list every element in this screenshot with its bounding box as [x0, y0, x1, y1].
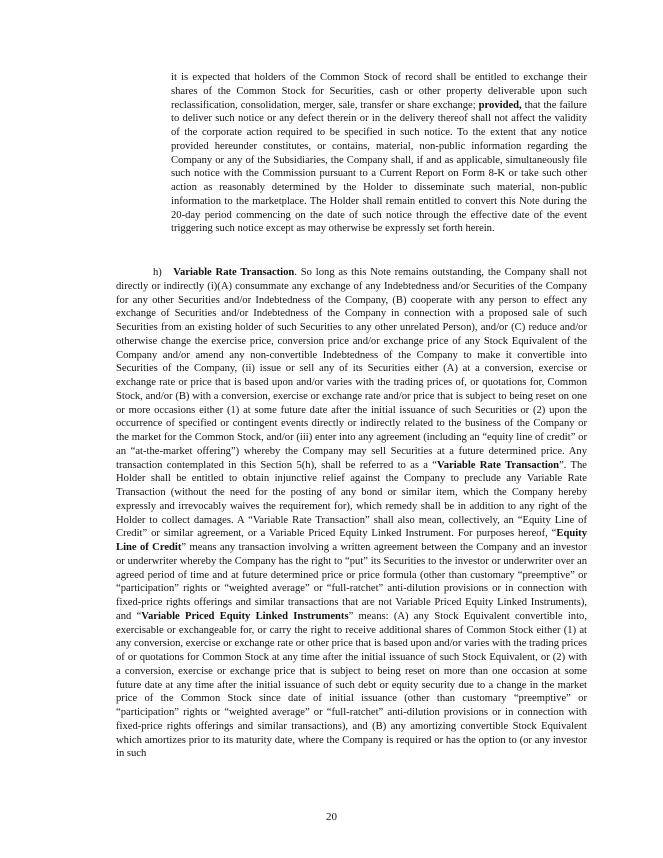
paragraph-text: that the failure to deliver such notice or any defect therein or in the delivery thereof shall not affect the validity of the corporate action required to be specified in such notice. To the extent that any notice provided hereunder constitutes, or contains, material, non-public information regarding the Company or any of the Subsidiaries, the Company shall, if and as applicable, simultaneously file such notice with the Commission pursuant to a Current Report on Form 8-K or take such other action as reasonably determined by the Holder to disseminate such material, non-public information to the marketplace. The Holder shall remain entitled to convert this Note during the 20-day period commencing on the date of such notice through the effective date of the event triggering such notice except as may otherwise be expressly set forth herein.: [171, 99, 587, 235]
paragraph-text: it is expected that holders of the Common Stock of record shall be entitled to exchange their shares of the Common Stock for Securities, cash or other property deliverable upon such reclassification, consolidation, merger, sale, transfer or share exchange;: [171, 72, 587, 111]
section-label: h): [153, 267, 162, 278]
defined-term: Variable Rate Transaction: [437, 459, 560, 471]
page-number: 20: [326, 811, 337, 823]
provided-bold-term: provided,: [478, 99, 522, 111]
defined-term: Equity Line of Credit: [116, 528, 587, 553]
paragraph-text: ” means: (A) any Stock Equivalent convertible into, exercisable or exchangeable for, or carry the right to receive additional shares of Common Stock either (1) at any conversion, exercise or exchange rate or other price that is based upon and/or varies with the trading prices of or quotations for Common Stock at any time after the initial issuance of such Stock Equivalent, or (2) with a conversion, exercise or exchange price that is subject to being reset on more than one occasion at some future date at any time after the initial issuance of such debt or equity security due to a change in the market price of the Common Stock since date of initial issuance (other than customary “preemptive” or “participation” rights or “weighted average” or “full-ratchet” anti-dilution provisions or in connection with fixed-price rights offerings and similar transactions), and (B) any amortizing convertible Stock Equivalent which amortizes prior to its maturity date, where the Company is required or has the option to (or any investor in such: [116, 610, 587, 760]
section-heading: Variable Rate Transaction: [173, 267, 295, 278]
paragraph-text: . So long as this Note remains outstanding, the Company shall not directly or indirectly (i)(A) consummate any exchange of any Indebtedness and/or Securities of the Company for any other Securities and/or Indebtedness of the Company, (B) cooperate with any person to effect any exchange of Securities and/or Indebtedness of the Company in connection with a proposed sale of such Securities from an existing holder of such Securities to any other unrelated Person), and/or (C) reduce and/or otherwise change the exercise price, conversion price and/or exchange price of any Stock Equivalent of the Company and/or amend any non-convertible Indebtedness of the Company to make it convertible into Securities of the Company, (ii) issue or sell any of its Securities either (A) at a conversion, exercise or exchange rate or price that is based upon and/or varies with the trading prices of, or quotations for, Common Stock, and/or (B) with a conversion, exercise or exchange rate and/or price that is subject to being reset on one or more occasions either (1) at some future date after the initial issuance of such Securities or (2) upon the occurrence of specified or contingent events directly or indirectly related to the business of the Company or the market for the Common Stock, and/or (iii) enter into any agreement (including an “equity line of credit” or an “at-the-market offering”) whereby the Company may sell Securities at a future determined price. Any transaction contemplated in this Section 5(h), shall be referred to as a “: [116, 267, 587, 471]
section-h-paragraph: [116, 266, 587, 761]
paragraph-text: ” means any transaction involving a written agreement between the Company and an investor or underwriter whereby the Company has the right to “put” its Securities to the investor or underwriter over an agreed period of time and at future determined price or price formula (other than customary “preemptive” or “participation” rights or “weighted average” or “full-ratchet” anti-dilution provisions or in connection with fixed-price rights offerings and similar transactions that are not Variable Priced Equity Linked Instruments), and “: [116, 542, 587, 622]
defined-term: Variable Priced Equity Linked Instruments: [141, 610, 349, 622]
paragraph-continuation: [171, 71, 587, 236]
paragraph-text: ”. The Holder shall be entitled to obtain injunctive relief against the Company to preclude any Variable Rate Transaction (without the need for the posting of any bond or similar item, which the Company hereby expressly and irrevocably waives the requirement for), which remedy shall be in addition to any right of the Holder to collect damages. A “Variable Rate Transaction” shall also mean, collectively, an “Equity Line of Credit” or similar agreement, or a Variable Priced Equity Linked Instrument. For purposes hereof, “: [116, 459, 588, 540]
